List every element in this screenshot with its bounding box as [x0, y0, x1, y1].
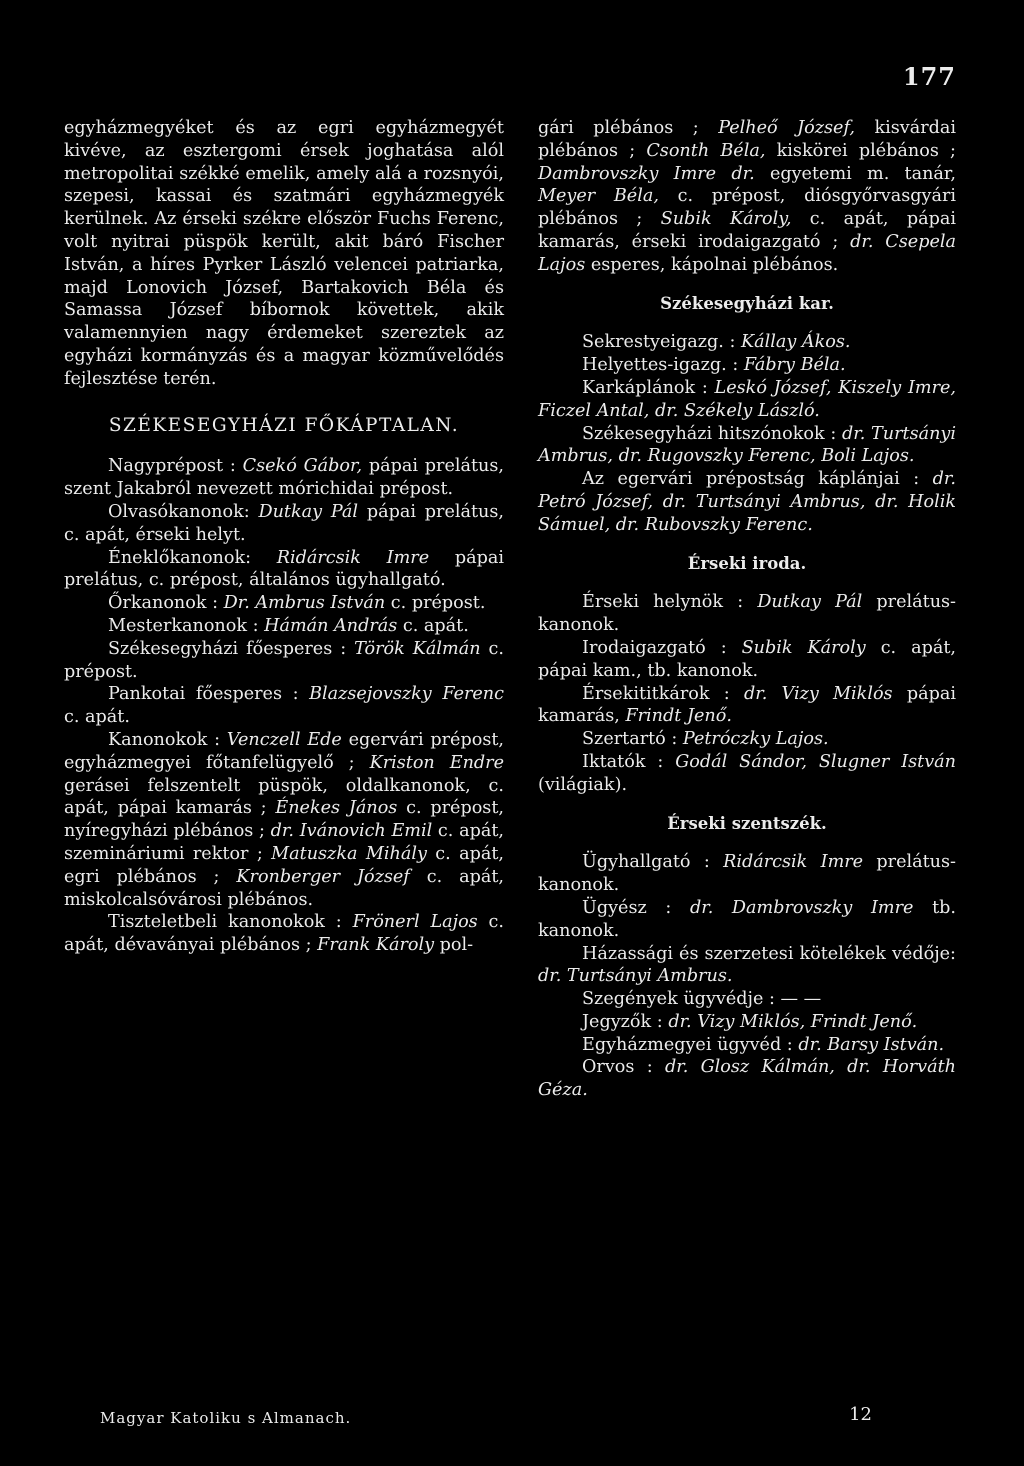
- text: esperes, kápolnai plébános.: [585, 254, 839, 275]
- entry-rest: tb. kanonok.: [538, 897, 956, 941]
- szentszek-entry: [538, 851, 956, 897]
- text: gári plébános ;: [538, 118, 719, 138]
- entry-name: Godál Sándor, Slugner István: [675, 751, 956, 772]
- entry-label: Helyettes-igazg. :: [582, 355, 744, 376]
- entry-name: Dr. Ambrus István: [223, 593, 386, 614]
- entry: [64, 501, 504, 547]
- entry-name: dr. Vizy Miklós: [743, 683, 893, 704]
- entry-name: Kronberger József: [236, 866, 410, 887]
- entry-rest: c. apát, pápai kam., tb. kanonok.: [538, 637, 957, 681]
- entry-name: Énekes János: [275, 798, 398, 819]
- entry-label: Székesegyházi hitszónokok :: [582, 423, 842, 444]
- iroda-entry: [538, 591, 956, 637]
- entry-name: Dambrovszky Imre dr.: [538, 163, 755, 184]
- entry-name: dr. Turtsányi Ambrus, dr. Rugovszky Ferenc, Boli Lajos.: [538, 423, 956, 467]
- szentszek-entry: [538, 1056, 956, 1102]
- entry-rest: pápai prelátus, c. apát, érseki helyt.: [64, 501, 504, 545]
- entry-name: — —: [780, 989, 822, 1010]
- entry-label: Tiszteletbeli kanonokok :: [108, 912, 353, 933]
- entry-name: Török Kálmán: [354, 638, 481, 659]
- iroda-entry: [538, 728, 956, 751]
- kar-entry: [538, 468, 956, 536]
- entry-label: Egyházmegyei ügyvéd :: [582, 1034, 799, 1055]
- entry-label: Ügyész :: [582, 897, 690, 918]
- kar-entry: [538, 331, 956, 354]
- entry-label: Ügyhallgató :: [582, 852, 724, 873]
- entry-label: Az egervári prépostság káplánjai :: [582, 469, 933, 490]
- entry-name: Matuszka Mihály: [271, 843, 427, 864]
- entry-name: Leskó József, Kiszely Imre, Ficzel Antal, dr. Székely László.: [538, 377, 956, 421]
- entry-rest: prelátus-kanonok.: [538, 592, 956, 636]
- entry-name: Pelheő József,: [718, 118, 855, 138]
- iroda-entry: [538, 683, 956, 729]
- tiszteletbeli-paragraph: [64, 911, 504, 957]
- left-column: [64, 117, 504, 957]
- entry-name: dr. Ivánovich Emil: [270, 821, 433, 842]
- entry: [64, 455, 504, 501]
- kar-entry: [538, 377, 956, 423]
- entry-label: Iktatók :: [582, 751, 676, 772]
- page-number: 177: [902, 62, 956, 91]
- chapter-heading: SZÉKESEGYHÁZI FŐKÁPTALAN.: [108, 414, 460, 436]
- szentszek-entry: [538, 943, 956, 989]
- entry-rest: c. apát.: [64, 707, 130, 728]
- section-heading-szentszek: Érseki szentszék.: [667, 813, 827, 833]
- intro-paragraph: egyházmegyéket és az egri egyházmegyét kivéve, az esztergomi érsek joghatása alól metropolitai székké emelik, amely alá a rozsnyói, szepesi, kassai és szatmári egyházmegyék kerülnek. Az érseki székre először Fuchs Ferenc, volt nyitrai püspök került, akit báró Fischer István, a híres Pyrker László velencei patriarka, majd Lonovich József, Bartakovich Béla és Samassa József bíbornok követtek, akik valamennyien nagy érdemeket szereztek az egyházi kormányzás és a magyar közművelődés fejlesztése terén.: [64, 118, 504, 389]
- right-column: [538, 117, 956, 1102]
- entry-label: Házassági és szerzetesi kötelékek védője:: [582, 943, 956, 964]
- entry-rest: c. apát, egri plébános ;: [64, 843, 504, 887]
- entry: [64, 638, 504, 684]
- entry-label: Karkáplánok :: [582, 377, 715, 398]
- entry-label: Orvos :: [582, 1057, 665, 1078]
- szentszek-entry: [538, 1034, 956, 1057]
- entry-rest: c. apát.: [397, 615, 469, 636]
- footer-signature: 12: [849, 1404, 872, 1425]
- entry: [64, 615, 504, 638]
- entry-label: Éneklőkanonok:: [108, 547, 277, 568]
- entry-name: Frönerl Lajos: [352, 912, 478, 933]
- entry-name: Subik Károly,: [660, 209, 792, 230]
- entry-name: Venczell Ede: [226, 729, 342, 750]
- iroda-entry: [538, 751, 956, 797]
- entry-label: Pankotai főesperes :: [108, 684, 310, 705]
- entry-name: Csonth Béla,: [646, 140, 766, 161]
- entry-name: dr. Glosz Kálmán, dr. Horváth Géza.: [538, 1057, 957, 1101]
- section-heading-kar: Székesegyházi kar.: [660, 293, 834, 313]
- text: kisvárdai plébános ;: [538, 118, 956, 161]
- entry-name: Subik Károly: [741, 637, 866, 658]
- entry-name: Frank Károly: [317, 935, 435, 956]
- entry-rest: pápai prelátus, szent Jakabról nevezett mórichidai prépost.: [64, 456, 504, 500]
- entry-rest: c. apát, szemináriumi rektor ;: [64, 821, 504, 864]
- entry-label: Nagyprépost :: [108, 456, 243, 477]
- entry-rest: prelátus-kanonok.: [538, 852, 956, 896]
- kar-entry: [538, 423, 956, 469]
- kanonokok-paragraph: [64, 729, 504, 911]
- entry-label: Irodaigazgató :: [582, 637, 742, 658]
- entry-name: Ridárcsik Imre: [276, 547, 430, 568]
- entry-rest: egervári prépost, egyházmegyei főtanfelügyelő ;: [64, 729, 505, 773]
- entry-label: Szertartó :: [582, 729, 683, 750]
- entry: [64, 683, 504, 729]
- entry-name: dr. Turtsányi Ambrus.: [538, 966, 733, 987]
- entry-name: Ridárcsik Imre: [723, 852, 864, 873]
- entry-name: dr. Dambrovszky Imre: [689, 897, 914, 918]
- entry-label: Olvasókanonok:: [108, 501, 259, 522]
- entry-name: dr. Barsy István.: [798, 1034, 945, 1055]
- text: egyetemi m. tanár,: [754, 163, 956, 184]
- entry-rest: c. prépost.: [64, 638, 504, 682]
- szentszek-entry: [538, 1011, 956, 1034]
- entry-rest: pápai kamarás,: [538, 683, 956, 727]
- entry-rest: pol-: [434, 935, 474, 956]
- entry-rest: gerásei felszentelt püspök, oldalkanonok, c. apát, pápai kamarás ;: [64, 775, 504, 819]
- kar-entry: [538, 354, 956, 377]
- text: c. prépost, diósgyőrvasgyári plébános ;: [538, 186, 956, 230]
- entry-name: dr. Petró József, dr. Turtsányi Ambrus, dr. Holik Sámuel, dr. Rubovszky Ferenc.: [538, 469, 956, 535]
- entry-label: Székesegyházi főesperes :: [108, 638, 355, 659]
- entry-name: dr. Vizy Miklós, Frindt Jenő.: [668, 1011, 918, 1032]
- szentszek-entry: [538, 897, 956, 943]
- entry-name: Dutkay Pál: [757, 592, 863, 613]
- entry-name: Hámán András: [264, 615, 398, 636]
- continuation-paragraph: [538, 117, 956, 277]
- entry-label: Mesterkanonok :: [108, 615, 265, 636]
- entry: [64, 592, 504, 615]
- entry: [64, 547, 504, 593]
- entry-name: Meyer Béla,: [538, 186, 659, 207]
- entry-name: Kállay Ákos.: [741, 332, 851, 353]
- entry-label: Kanonokok :: [108, 729, 227, 750]
- entry-name: Kriston Endre: [369, 752, 504, 773]
- entry-name: Petróczky Lajos.: [682, 729, 829, 750]
- footer-title: Magyar Katoliku s Almanach.: [100, 1409, 352, 1427]
- entry-rest: c. apát, miskolcalsóvárosi plébános.: [64, 866, 504, 910]
- text: kiskörei plébános ;: [765, 140, 956, 161]
- entry-label: Sekrestyeigazg. :: [582, 332, 742, 353]
- entry-name: Frindt Jenő.: [625, 706, 732, 727]
- section-heading-iroda: Érseki iroda.: [687, 553, 807, 573]
- entry-label: Őrkanonok :: [108, 593, 224, 614]
- entry-name: dr. Csepela Lajos: [538, 231, 956, 275]
- szentszek-entry: [538, 988, 956, 1011]
- entry-label: Jegyzők :: [582, 1011, 669, 1032]
- entry-name: Dutkay Pál: [258, 501, 359, 522]
- entry-label: Szegények ügyvédje :: [582, 989, 781, 1010]
- entry-rest: c. prépost, nyíregyházi plébános ;: [64, 798, 504, 842]
- entry-label: Érseki helynök :: [582, 592, 758, 613]
- entry-label: Érsekititkárok :: [582, 683, 744, 704]
- text: c. apát, pápai kamarás, érseki irodaigazgató ;: [538, 209, 957, 252]
- entry-rest: (világiak).: [538, 774, 628, 795]
- entry-rest: pápai prelátus, c. prépost, általános ügyhallgató.: [64, 547, 504, 591]
- entry-name: Blazsejovszky Ferenc: [309, 684, 504, 705]
- entry-name: Fábry Béla.: [743, 355, 846, 376]
- entry-rest: c. prépost.: [385, 593, 486, 614]
- entry-name: Csekó Gábor,: [242, 456, 363, 477]
- iroda-entry: [538, 637, 956, 683]
- entry-rest: c. apát, dévaványai plébános ;: [64, 912, 505, 956]
